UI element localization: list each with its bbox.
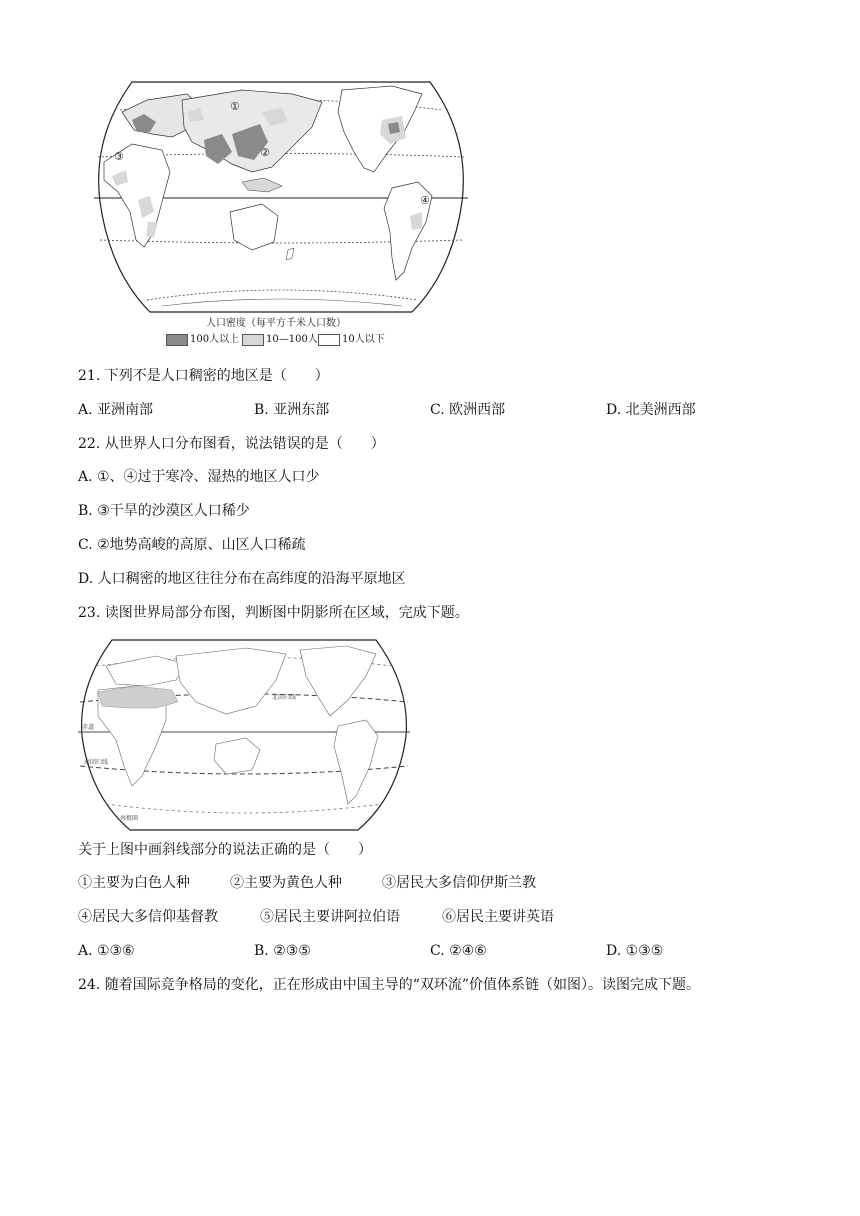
q23-option-d[interactable]: D. ①③⑤ xyxy=(606,943,664,959)
q22-option-a[interactable]: A. ①、④过于寒冷、湿热的地区人口少 xyxy=(78,469,320,485)
label-antarctic-circle: 南极圈 xyxy=(120,815,139,822)
q22-stem: 22. 从世界人口分布图看，说法错误的是（ ） xyxy=(78,436,385,452)
q22-option-d[interactable]: D. 人口稠密的地区往往分布在高纬度的沿海平原地区 xyxy=(78,571,406,587)
legend-swatch-medium xyxy=(242,334,264,346)
marker-3: ③ xyxy=(114,150,124,163)
q23-statement-5: ⑤居民主要讲阿拉伯语 xyxy=(260,909,400,925)
q21-option-b[interactable]: B. 亚洲东部 xyxy=(254,402,330,418)
legend-label-high: 100人以上 xyxy=(190,334,240,345)
q22-option-c[interactable]: C. ②地势高峻的高原、山区人口稀疏 xyxy=(78,537,306,553)
q23-option-b[interactable]: B. ②③⑤ xyxy=(254,943,311,959)
q21-stem: 21. 下列不是人口稠密的地区是（ ） xyxy=(78,368,329,384)
q23-option-a[interactable]: A. ①③⑥ xyxy=(78,943,135,959)
legend-swatch-low xyxy=(318,334,340,346)
legend-title: 人口密度（每平方千米人口数） xyxy=(206,318,346,329)
world-map-2-svg xyxy=(76,636,412,836)
q23-statement-4: ④居民大多信仰基督教 xyxy=(78,909,218,925)
q23-statement-3: ③居民大多信仰伊斯兰教 xyxy=(382,875,536,891)
q23-stem: 23. 读图世界局部分布图，判断图中阴影所在区域，完成下题。 xyxy=(78,605,469,621)
q23-option-c[interactable]: C. ②④⑥ xyxy=(430,943,487,959)
q23-statement-6: ⑥居民主要讲英语 xyxy=(442,909,554,925)
legend-swatch-high xyxy=(166,334,188,346)
marker-2: ② xyxy=(260,146,270,159)
world-partial-map xyxy=(76,636,412,836)
legend-item-medium xyxy=(242,334,318,346)
population-density-map xyxy=(92,72,470,342)
label-tropic-of-capricorn: 南回归线 xyxy=(84,759,109,766)
q21-option-c[interactable]: C. 欧洲西部 xyxy=(430,402,506,418)
q21-option-d[interactable]: D. 北美洲西部 xyxy=(606,402,696,418)
marker-1: ① xyxy=(230,100,240,113)
label-tropic-of-cancer: 北回归线 xyxy=(272,694,297,701)
q21-option-a[interactable]: A. 亚洲南部 xyxy=(78,402,154,418)
legend-label-low: 10人以下 xyxy=(342,334,385,345)
q23-statement-2: ②主要为黄色人种 xyxy=(230,875,342,891)
legend-label-medium: 10—100人 xyxy=(266,334,318,345)
q23-sub-stem: 关于上图中画斜线部分的说法正确的是（ ） xyxy=(78,842,372,858)
legend-item-high xyxy=(166,334,239,346)
world-map-1-svg xyxy=(92,72,470,342)
marker-4: ④ xyxy=(420,194,430,207)
legend-item-low xyxy=(318,334,385,346)
q24-stem: 24. 随着国际竞争格局的变化，正在形成由中国主导的“双环流”价值体系链（如图）。读图完成下题。 xyxy=(78,977,701,993)
q22-option-b[interactable]: B. ③干旱的沙漠区人口稀少 xyxy=(78,503,250,519)
label-equator: 赤道 xyxy=(82,724,95,731)
q23-statement-1: ①主要为白色人种 xyxy=(78,875,190,891)
